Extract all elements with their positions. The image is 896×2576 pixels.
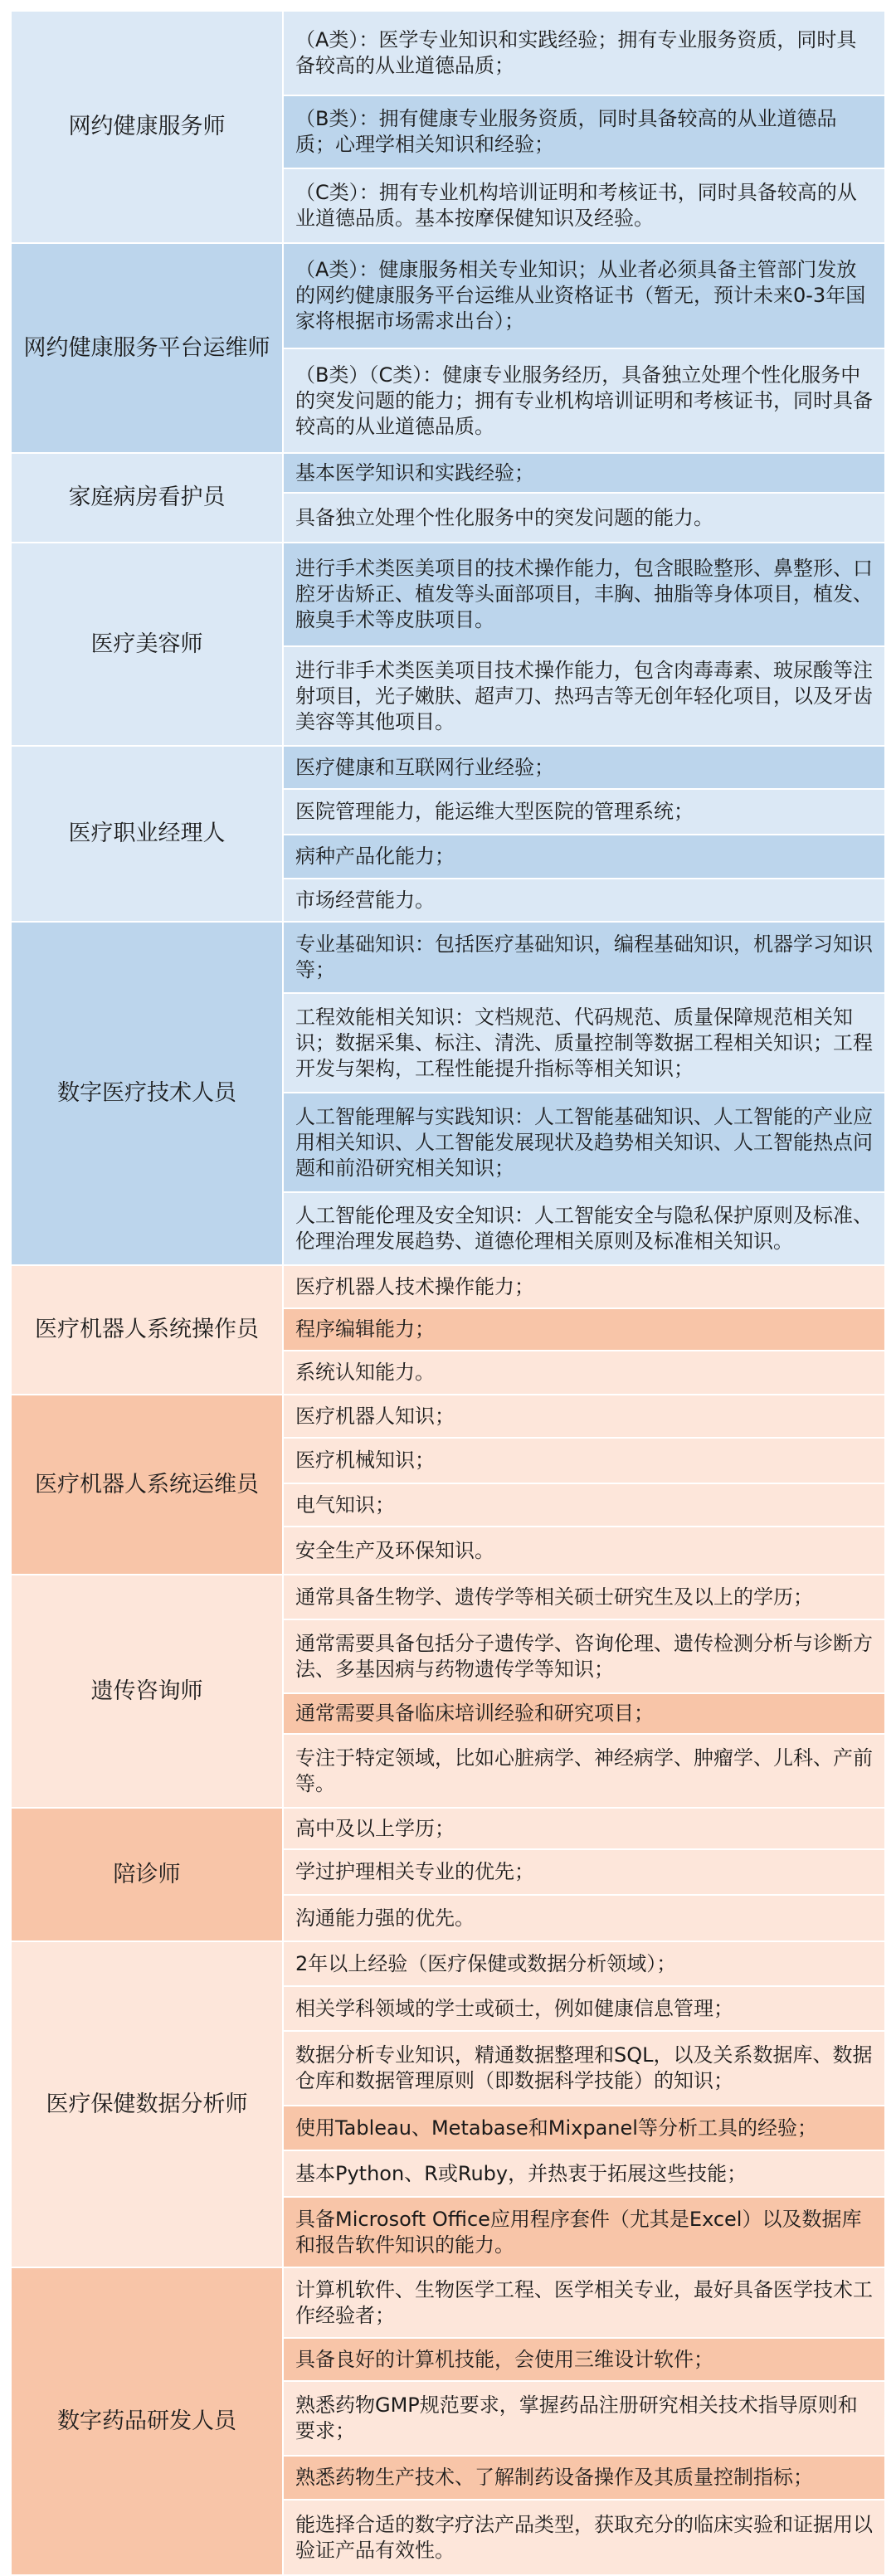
requirement-cell: 人工智能理解与实践知识：人工智能基础知识、人工智能的产业应用相关知识、人工智能发展现状及趋势相关知识、人工智能热点问题和前沿研究相关知识； (282, 1093, 884, 1193)
requirement-cell: 通常需要具备包括分子遗传学、咨询伦理、遗传检测分析与诊断方法、多基因病与药物遗传学等知识； (282, 1620, 884, 1694)
role-name: 陪诊师 (12, 1809, 282, 1942)
requirement-cell: 基本医学知识和实践经验； (282, 454, 884, 494)
role-name: 遗传咨询师 (12, 1575, 282, 1809)
group-robot-operator (12, 1266, 884, 1395)
requirement-cell: 医疗机械知识； (282, 1439, 884, 1484)
requirement-cell: （A类）：医学专业知识和实践经验；拥有专业服务资质，同时具备较高的从业道德品质； (282, 12, 884, 96)
requirement-cell: 市场经营能力。 (282, 879, 884, 923)
group-medical-cosmetology (12, 543, 884, 747)
role-name: 网约健康服务师 (12, 12, 282, 244)
group-digital-drug-rd (12, 2268, 884, 2576)
requirement-cell: 通常具备生物学、遗传学等相关硕士研究生及以上的学历； (282, 1575, 884, 1620)
requirement-cell: 专注于特定领域，比如心脏病学、神经病学、肿瘤学、儿科、产前等。 (282, 1735, 884, 1809)
role-name: 医疗美容师 (12, 543, 282, 747)
group-health-data-analyst (12, 1942, 884, 2268)
requirement-cell: 沟通能力强的优先。 (282, 1896, 884, 1942)
requirement-cell: 学过护理相关专业的优先； (282, 1850, 884, 1896)
requirement-cell: 具备独立处理个性化服务中的突发问题的能力。 (282, 494, 884, 543)
role-name: 医疗机器人系统操作员 (12, 1266, 282, 1395)
group-digital-medical-tech (12, 923, 884, 1266)
group-genetic-counselor (12, 1575, 884, 1809)
requirement-cell: 使用Tableau、Metabase和Mixpanel等分析工具的经验； (282, 2106, 884, 2151)
group-platform-ops (12, 244, 884, 454)
requirement-cell: 病种产品化能力； (282, 835, 884, 879)
requirement-cell: 进行手术类医美项目的技术操作能力，包含眼睑整形、鼻整形、口腔牙齿矫正、植发等头面部项目，丰胸、抽脂等身体项目，植发、腋臭手术等皮肤项目。 (282, 543, 884, 647)
requirement-cell: 通常需要具备临床培训经验和研究项目； (282, 1694, 884, 1735)
requirement-cell: 熟悉药物GMP规范要求，掌握药品注册研究相关技术指导原则和要求； (282, 2382, 884, 2457)
group-robot-maintenance (12, 1395, 884, 1575)
requirement-cell: 高中及以上学历； (282, 1809, 884, 1850)
job-requirements-table (12, 10, 884, 2576)
requirement-cell: 进行非手术类医美项目技术操作能力，包含肉毒毒素、玻尿酸等注射项目，光子嫩肤、超声刀、热玛吉等无创年轻化项目，以及牙齿美容等其他项目。 (282, 647, 884, 747)
role-name: 医疗职业经理人 (12, 747, 282, 923)
role-name: 数字医疗技术人员 (12, 923, 282, 1266)
group-online-health-service (12, 12, 884, 244)
requirement-cell: 人工智能伦理及安全知识：人工智能安全与隐私保护原则及标准、伦理治理发展趋势、道德伦理相关原则及标准相关知识。 (282, 1193, 884, 1266)
requirement-cell: 医疗健康和互联网行业经验； (282, 747, 884, 790)
requirement-cell: 具备Microsoft Office应用程序套件（尤其是Excel）以及数据库和报告软件知识的能力。 (282, 2198, 884, 2268)
group-escort (12, 1809, 884, 1942)
requirement-cell: 具备良好的计算机技能，会使用三维设计软件； (282, 2339, 884, 2382)
requirement-cell: （B类）（C类）：健康专业服务经历，具备独立处理个性化服务中的突发问题的能力；拥有专业机构培训证明和考核证书，同时具备较高的从业道德品质。 (282, 349, 884, 454)
requirement-cell: 工程效能相关知识：文档规范、代码规范、质量保障规范相关知识；数据采集、标注、清洗、质量控制等数据工程相关知识；工程开发与架构，工程性能提升指标等相关知识； (282, 994, 884, 1093)
requirement-cell: 程序编辑能力； (282, 1309, 884, 1351)
requirement-cell: 计算机软件、生物医学工程、医学相关专业，最好具备医学技术工作经验者； (282, 2268, 884, 2339)
requirement-cell: 医疗机器人技术操作能力； (282, 1266, 884, 1309)
requirement-cell: （B类）：拥有健康专业服务资质，同时具备较高的从业道德品质；心理学相关知识和经验； (282, 96, 884, 169)
requirement-cell: 系统认知能力。 (282, 1351, 884, 1395)
requirement-cell: 2年以上经验（医疗保健或数据分析领域）； (282, 1942, 884, 1987)
requirement-cell: 医疗机器人知识； (282, 1395, 884, 1439)
role-name: 家庭病房看护员 (12, 454, 282, 543)
group-medical-manager (12, 747, 884, 923)
role-name: 数字药品研发人员 (12, 2268, 282, 2576)
requirement-cell: 安全生产及环保知识。 (282, 1527, 884, 1575)
requirement-cell: 专业基础知识：包括医疗基础知识，编程基础知识，机器学习知识等； (282, 923, 884, 994)
requirement-cell: 熟悉药物生产技术、了解制药设备操作及其质量控制指标； (282, 2457, 884, 2501)
requirement-cell: 医院管理能力，能运维大型医院的管理系统； (282, 790, 884, 835)
requirement-cell: 能选择合适的数字疗法产品类型，获取充分的临床实验和证据用以验证产品有效性。 (282, 2501, 884, 2576)
role-name: 医疗保健数据分析师 (12, 1942, 282, 2268)
group-home-ward-caregiver (12, 454, 884, 543)
requirement-cell: 电气知识； (282, 1484, 884, 1527)
role-name: 医疗机器人系统运维员 (12, 1395, 282, 1575)
requirement-cell: 数据分析专业知识，精通数据整理和SQL，以及关系数据库、数据仓库和数据管理原则（即数据科学技能）的知识； (282, 2032, 884, 2106)
role-name: 网约健康服务平台运维师 (12, 244, 282, 454)
requirement-cell: （C类）：拥有专业机构培训证明和考核证书，同时具备较高的从业道德品质。基本按摩保健知识及经验。 (282, 169, 884, 244)
requirement-cell: （A类）：健康服务相关专业知识；从业者必须具备主管部门发放的网约健康服务平台运维从业资格证书（暂无，预计未来0-3年国家将根据市场需求出台）； (282, 244, 884, 349)
requirement-cell: 基本Python、R或Ruby，并热衷于拓展这些技能； (282, 2151, 884, 2198)
requirement-cell: 相关学科领域的学士或硕士，例如健康信息管理； (282, 1987, 884, 2032)
